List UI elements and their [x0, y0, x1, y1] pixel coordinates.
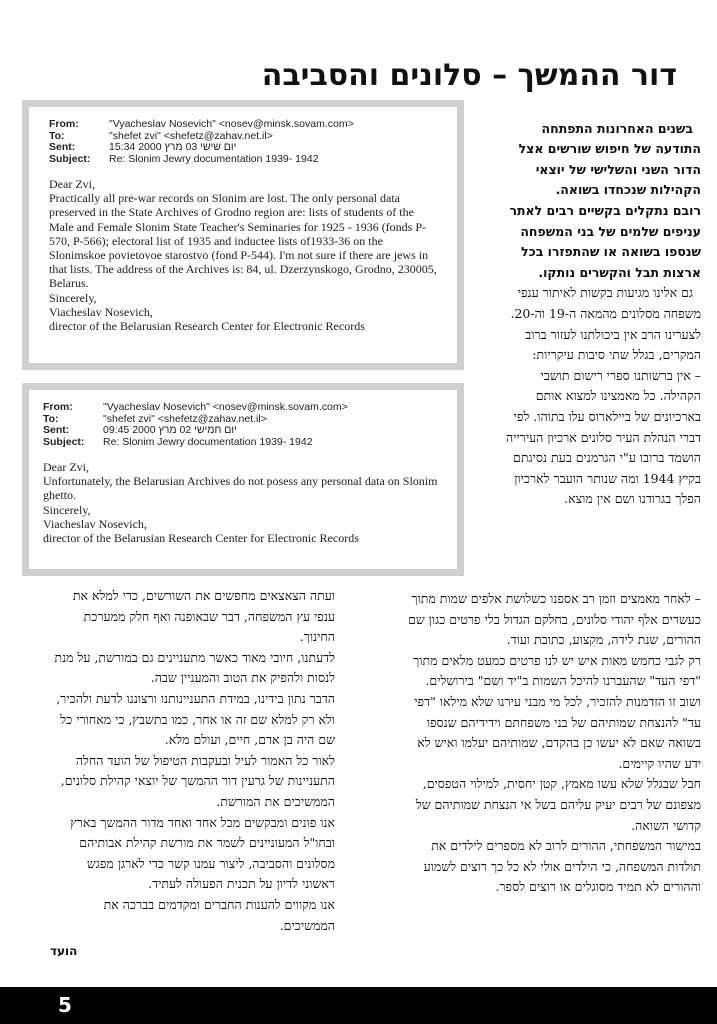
- header-value: 09:45 2000 יום חמישי 02 מרץ: [103, 424, 237, 436]
- header-value: "shefet zvi" <shefetz@zahav.net.il>: [103, 412, 267, 425]
- header-value: 15:34 2000 יום שישי 03 מרץ: [109, 141, 237, 153]
- signature: הועד: [50, 944, 78, 958]
- header-value: "shefet zvi" <shefetz@zahav.net.il>: [109, 129, 273, 142]
- article-intro: בשנים האחרונות התפתחה התודעה של חיפוש שורשים אצל הדור השני והשלישי של יוצאי הקהילות שנכחדו בשואה. רובם נתקלים בקשיים רבים לאתר עניפים שלמים של בני המשפחה שנספו בשואה או שהתפזרו בכל ארצות תבל והקשרים נותקו.: [509, 120, 701, 280]
- article-column-bottom-left: ועתה הצאצאים מחפשים את השורשים, כדי למלא את ענפי עץ המשפחה, דבר שבאופנה ואף חלק ממערכת החינוך. לדעתנו, חיובי מאוד כאשר מתעניינים גם במורשת, על מנת לנסות ולהפיק את הטוב והמעניין שבה. הדבר נתון בידינו, במידת התעניינותנו ורצוננו לדעת ולהכיר, ולא רק למלא שם זה או אחר, כמו בתשבץ, כי מאחורי כל שם היה בן אדם, חיים, ועולם מלא. לאור כל האמור לעיל ובעקבות הטיפול של הועד החלה התעניינות של גרעין דור ההמשך של יוצאי קהילת סלונים, הממשיכים את המורשת. אנו פונים ומבקשים מכל אחד ואחד מדור ההמשך בארץ ובחו"ל המעוניינים לשמר את מורשת קהילת אבותיהם מסלונים והסביבה, ליצור עמנו קשר כדי לארגן מפגש ראשוני לדיון על תכנית הפעולה לעתיד. אנו מקווים להענות החברים ומקדמים בברכה את הממשיכים.: [54, 588, 335, 933]
- footer-bar: [0, 987, 717, 1024]
- header-key: From:: [49, 118, 79, 130]
- header-key: Sent:: [49, 141, 76, 153]
- header-key: Subject:: [49, 152, 91, 165]
- email-body: Dear Zvi, Practically all pre-war records on Slonim are lost. The only personal data preserved in the State Archives of Grodno region are: lists of students of the Male and Female Slonim State Teacher's Seminaries for 1925 - 1936 (fonds P-570, P-566); electoral list of 1935 and inductee lists of1933-36 on the Slonimskoe povietovoe starostvo (fond P-544). I'm not sure if there are jews in that lists. The address of the Archives is: 84, ul. Dzerzynskogo, Grodno, 230005, Belarus. Sincerely, Viacheslav Nosevich, director of the Belarusian Research Center for Electronic Records: [49, 177, 437, 334]
- email-header: [43, 402, 439, 448]
- email-printout-1: [22, 100, 464, 370]
- article-column-right: [503, 98, 701, 510]
- header-value: "Vyacheslav Nosevich" <nosev@minsk.sovam.com>: [103, 401, 348, 413]
- page-number: 5: [58, 993, 72, 1017]
- page-title: דור ההמשך – סלונים והסביבה: [261, 58, 677, 93]
- article-column-bottom-right: – לאחר מאמצים וזמן רב אספנו כשלושת אלפים שמות מתוך כעשרים אלף יהודי סלונים, בחלקם הגדול בלי פרטים כגון שם ההורים, שנת לידה, מקצוע, כתובת ועוד. רק לגבי כחמש מאות איש יש לנו פרטים כמעט מלאים מתוך "דפי העד" שהעברנו להיכל השמות ב"יד ושם" בירושלים. ושוב זו הזדמנות להזכיר, לכל מי מבני עירנו שלא מילאו "דפי עד" להנצחת שמותיהם של בני משפחתם וידידיהם שנספו בשואה שאם לא יעשו כן בהקדם, שמותיהם יעלמו ואיש לא ידע שהיו קיימים. חבל שבגלל שלא עשו מאמץ, קטן יחסית, למילוי הטפסים, מצפונם של רבים יעיק עליהם בשל אי הנצחת שמותיהם של קדושי השואה. במישור המשפחתי, ההורים לרוב לא מספרים לילדים את תולדות המשפחה, כי הילדים אולי לא כל כך רוצים לשמוע וההורים לא תמיד מסוגלים או רוצים לספר.: [408, 591, 701, 895]
- header-key: Subject:: [43, 435, 85, 448]
- header-value: Re: Slonim Jewry documentation 1939- 1942: [103, 435, 313, 448]
- header-key: To:: [49, 129, 65, 142]
- header-value: "Vyacheslav Nosevich" <nosev@minsk.sovam.com>: [109, 118, 354, 130]
- article-text: גם אלינו מגיעות בקשות לאיתור ענפי משפחה מסלונים מהמאה ה-19 וה-20. לצערינו הרב אין ביכולתנו לעזור ברוב המקרים, בגלל שתי סיבות עיקריות: – אין ברשותנו ספרי רישום תושבי הקהילה. כל מאמצינו למצוא אותם בארכיונים של ביילארוס עלו בתוהו. לפי דברי הנהלת העיר סלונים ארכיון העירייה הושמד ברובו ע"י הגרמנים בעת נסיגתם בקיץ 1944 ומה שנותר הועבר לארכיון הפלך בגרודנו ושם אין מוצא.: [505, 285, 701, 507]
- header-key: From:: [43, 401, 73, 413]
- header-key: To:: [43, 412, 59, 425]
- header-key: Sent:: [43, 424, 70, 436]
- header-value: Re: Slonim Jewry documentation 1939- 1942: [109, 152, 319, 165]
- email-printout-2: [22, 383, 464, 576]
- email-body: Dear Zvi, Unfortunately, the Belarusian Archives do not posess any personal data on Slonim ghetto. Sincerely, Viacheslav Nosevich, director of the Belarusian Research Center for Electronic Records: [43, 460, 438, 546]
- email-header: [49, 119, 439, 165]
